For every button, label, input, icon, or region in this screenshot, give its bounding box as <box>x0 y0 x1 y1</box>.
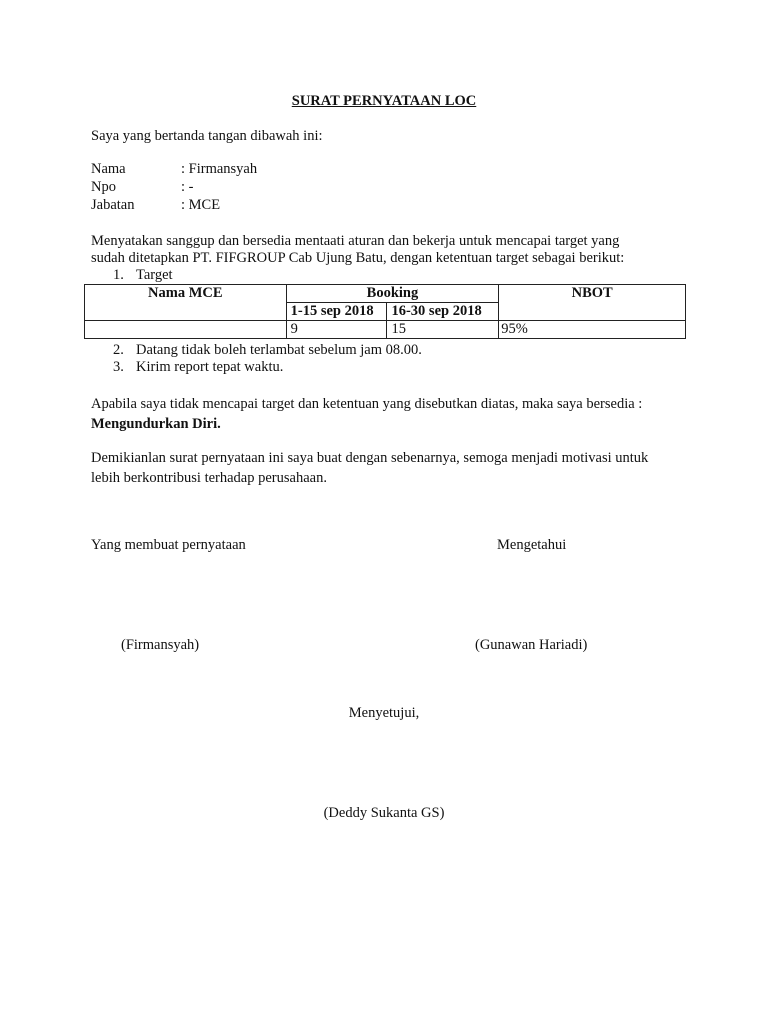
list-item-punctuality: Datang tidak boleh terlambat sebelum jam 08.00. <box>136 342 422 358</box>
subheader-booking-2: 16-30 sep 2018 <box>387 303 499 321</box>
header-nama-mce: Nama MCE <box>85 285 287 321</box>
list-number: 3. <box>113 359 124 375</box>
list-item-report: Kirim report tepat waktu. <box>136 359 284 375</box>
cell-nama-mce <box>85 321 287 339</box>
identity-label-nama: Nama <box>91 161 126 177</box>
maker-name: (Firmansyah) <box>121 637 200 653</box>
intro-text: Saya yang bertanda tangan dibawah ini: <box>91 128 323 144</box>
table-row <box>85 321 686 339</box>
identity-label-npo: Npo <box>91 179 116 195</box>
subheader-booking-1: 1-15 sep 2018 <box>286 303 387 321</box>
consequence-line-1: Apabila saya tidak mencapai target dan ketentuan yang disebutkan diatas, maka saya bersedia : <box>91 396 643 412</box>
witness-label: Mengetahui <box>497 537 567 553</box>
identity-label-jabatan: Jabatan <box>91 197 135 213</box>
list-number: 2. <box>113 342 124 358</box>
closing-line-2: lebih berkontribusi terhadap perusahaan. <box>91 470 327 486</box>
cell-booking-1: 9 <box>286 321 387 339</box>
identity-value-nama: : Firmansyah <box>181 161 258 177</box>
closing-line-1: Demikianlan surat pernyataan ini saya buat dengan sebenarnya, semoga menjadi motivasi untuk <box>91 450 649 466</box>
consequence-line-2: Mengundurkan Diri. <box>91 416 221 432</box>
document-title: SURAT PERNYATAAN LOC <box>291 93 477 109</box>
list-number: 1. <box>113 267 124 283</box>
identity-value-npo: : - <box>181 179 194 195</box>
statement-line-2: sudah ditetapkan PT. FIFGROUP Cab Ujung Batu, dengan ketentuan target sebagai berikut: <box>91 250 625 266</box>
target-table <box>84 284 686 339</box>
list-item-target: Target <box>136 267 173 283</box>
maker-label: Yang membuat pernyataan <box>91 537 246 553</box>
table-row <box>85 285 686 303</box>
header-booking: Booking <box>286 285 499 303</box>
approver-name: (Deddy Sukanta GS) <box>323 805 445 821</box>
approver-label: Menyetujui, <box>348 705 420 721</box>
identity-value-jabatan: : MCE <box>181 197 221 213</box>
cell-booking-2: 15 <box>387 321 499 339</box>
cell-nbot: 95% <box>499 321 686 339</box>
header-nbot: NBOT <box>499 285 686 321</box>
witness-name: (Gunawan Hariadi) <box>475 637 588 653</box>
statement-line-1: Menyatakan sanggup dan bersedia mentaati aturan dan bekerja untuk mencapai target yang <box>91 233 620 249</box>
